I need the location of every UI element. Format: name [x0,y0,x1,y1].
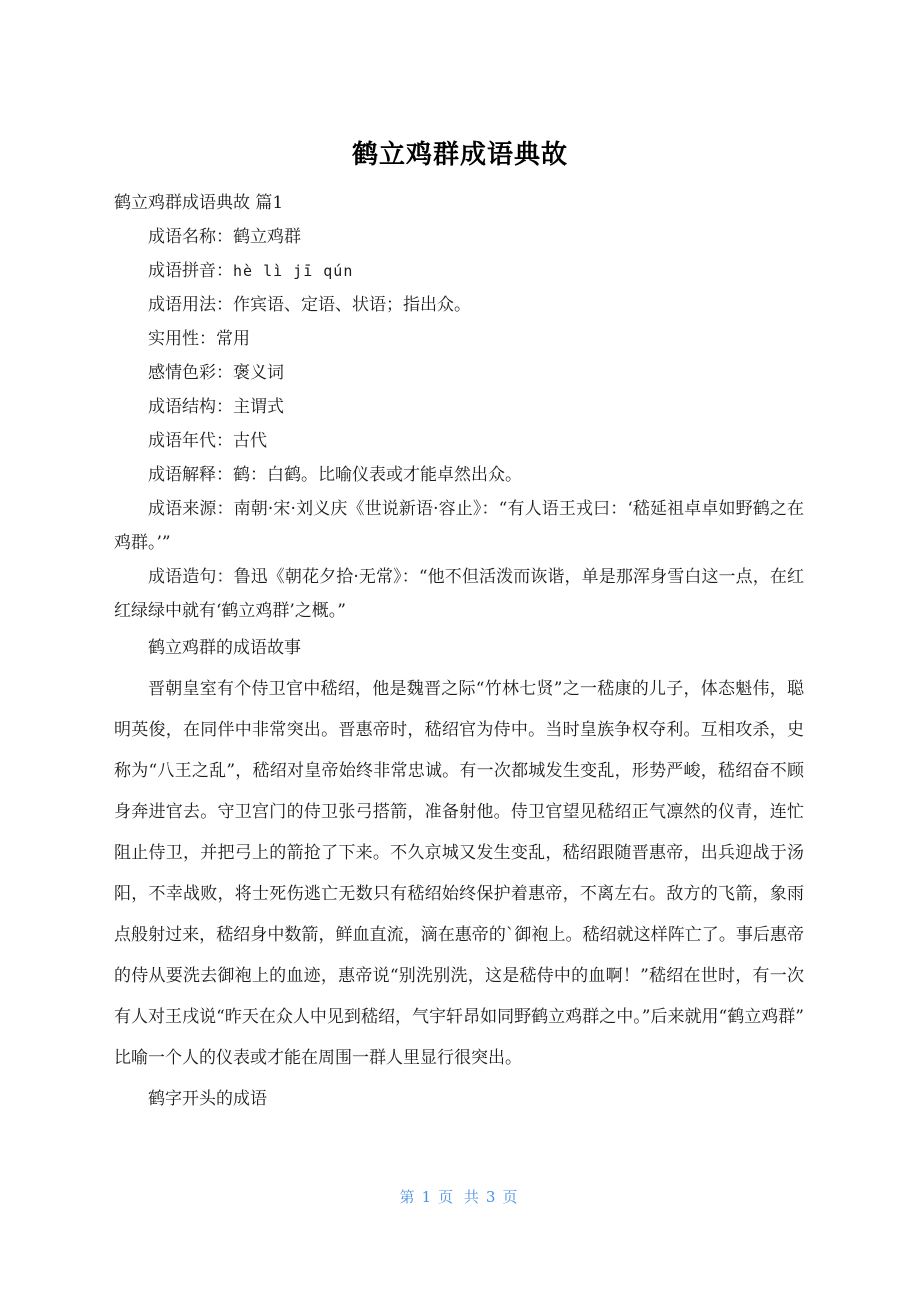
entry-explanation-label: 成语解释： [148,465,233,485]
page-title: 鹤立鸡群成语典故 [351,140,568,170]
entry-source-label: 成语来源： [148,499,234,519]
entry-era-value: 古代 [233,431,267,451]
entry-usage-value: 作宾语、定语、状语；指出众。 [233,295,471,315]
story-paragraph: 晋朝皇室有个侍卫官中嵇绍，他是魏晋之际“竹林七贤”之一嵇康的儿子，体态魁伟，聪明英俊，在同伴中非常突出。晋惠帝时，嵇绍官为侍中。当时皇族争权夺利。互相攻杀，史称为“八王之乱”，嵇绍对皇帝始终非常忠诚。有一次都城发生变乱，形势严峻，嵇绍奋不顾身奔进官去。守卫宫门的侍卫张弓搭箭，准备射他。侍卫官望见嵇绍正气凛然的仪青，连忙阻止侍卫，并把弓上的箭抢了下来。不久京城又发生变乱，嵇绍跟随晋惠帝，出兵迎战于汤阳，不幸战败，将士死伤逃亡无数只有嵇绍始终保护着惠帝，不离左右。敌方的飞箭，象雨点般射过来，嵇绍身中数箭，鲜血直流，滴在惠帝的`御袍上。嵇绍就这样阵亡了。事后惠帝的侍从要洗去御袍上的血迹，惠帝说“别洗别洗，这是嵇侍中的血啊！”嵇绍在世时，有一次有人对王戌说“昨天在众人中见到嵇绍，气宇轩昂如同野鹤立鸡群之中。”后来就用“鹤立鸡群”比喻一个人的仪表或才能在周围一群人里显行很突出。 [114,679,804,1068]
footer-suffix: 页 [502,1188,521,1206]
trailing-heading: 鹤字开头的成语 [148,1089,267,1109]
entry-usage [114,288,804,322]
entry-pinyin [114,254,804,288]
entry-era [114,424,804,458]
section-heading: 鹤立鸡群成语典故 篇1 [114,193,284,213]
entry-sentiment-value: 褒义词 [233,363,284,383]
entry-sentiment [114,356,804,390]
footer-total-pages: 3 [485,1188,499,1206]
entry-example-label: 成语造句： [148,567,234,587]
entry-usage-label: 成语用法： [148,295,233,315]
entry-structure-label: 成语结构： [148,397,233,417]
entry-explanation [114,458,804,492]
entry-practicality-label: 实用性： [148,329,216,349]
entry-structure [114,390,804,424]
entry-example [114,560,804,628]
document-body [114,186,804,1120]
footer-prefix: 第 [399,1188,418,1206]
entry-pinyin-label: 成语拼音： [148,261,233,281]
entry-pinyin-value: hè lì jī qún [233,262,354,280]
entry-name [114,220,804,254]
entry-practicality-value: 常用 [216,329,250,349]
entry-explanation-value: 鹤：白鹤。比喻仪表或才能卓然出众。 [233,465,522,485]
entry-name-label: 成语名称： [148,227,233,247]
entry-practicality [114,322,804,356]
footer-current-page: 1 [421,1188,435,1206]
story-heading: 鹤立鸡群的成语故事 [148,638,301,658]
page-footer [0,1186,920,1207]
entry-sentiment-label: 感情色彩： [148,363,233,383]
entry-source [114,492,804,560]
entry-example-value: 鲁迅《朝花夕拾·无常》：“他不但活泼而诙谐，单是那浑身雪白这一点，在红红绿绿中就有‘鹤立鸡群’之概。” [114,567,805,621]
entry-era-label: 成语年代： [148,431,233,451]
entry-source-value: 南朝·宋·刘义庆《世说新语·容止》：“有人语王戎曰：‘嵇延祖卓卓如野鹤之在鸡群。’” [114,499,805,553]
entry-name-value: 鹤立鸡群 [233,227,301,247]
footer-middle: 页 共 [438,1188,482,1206]
entry-structure-value: 主谓式 [233,397,284,417]
